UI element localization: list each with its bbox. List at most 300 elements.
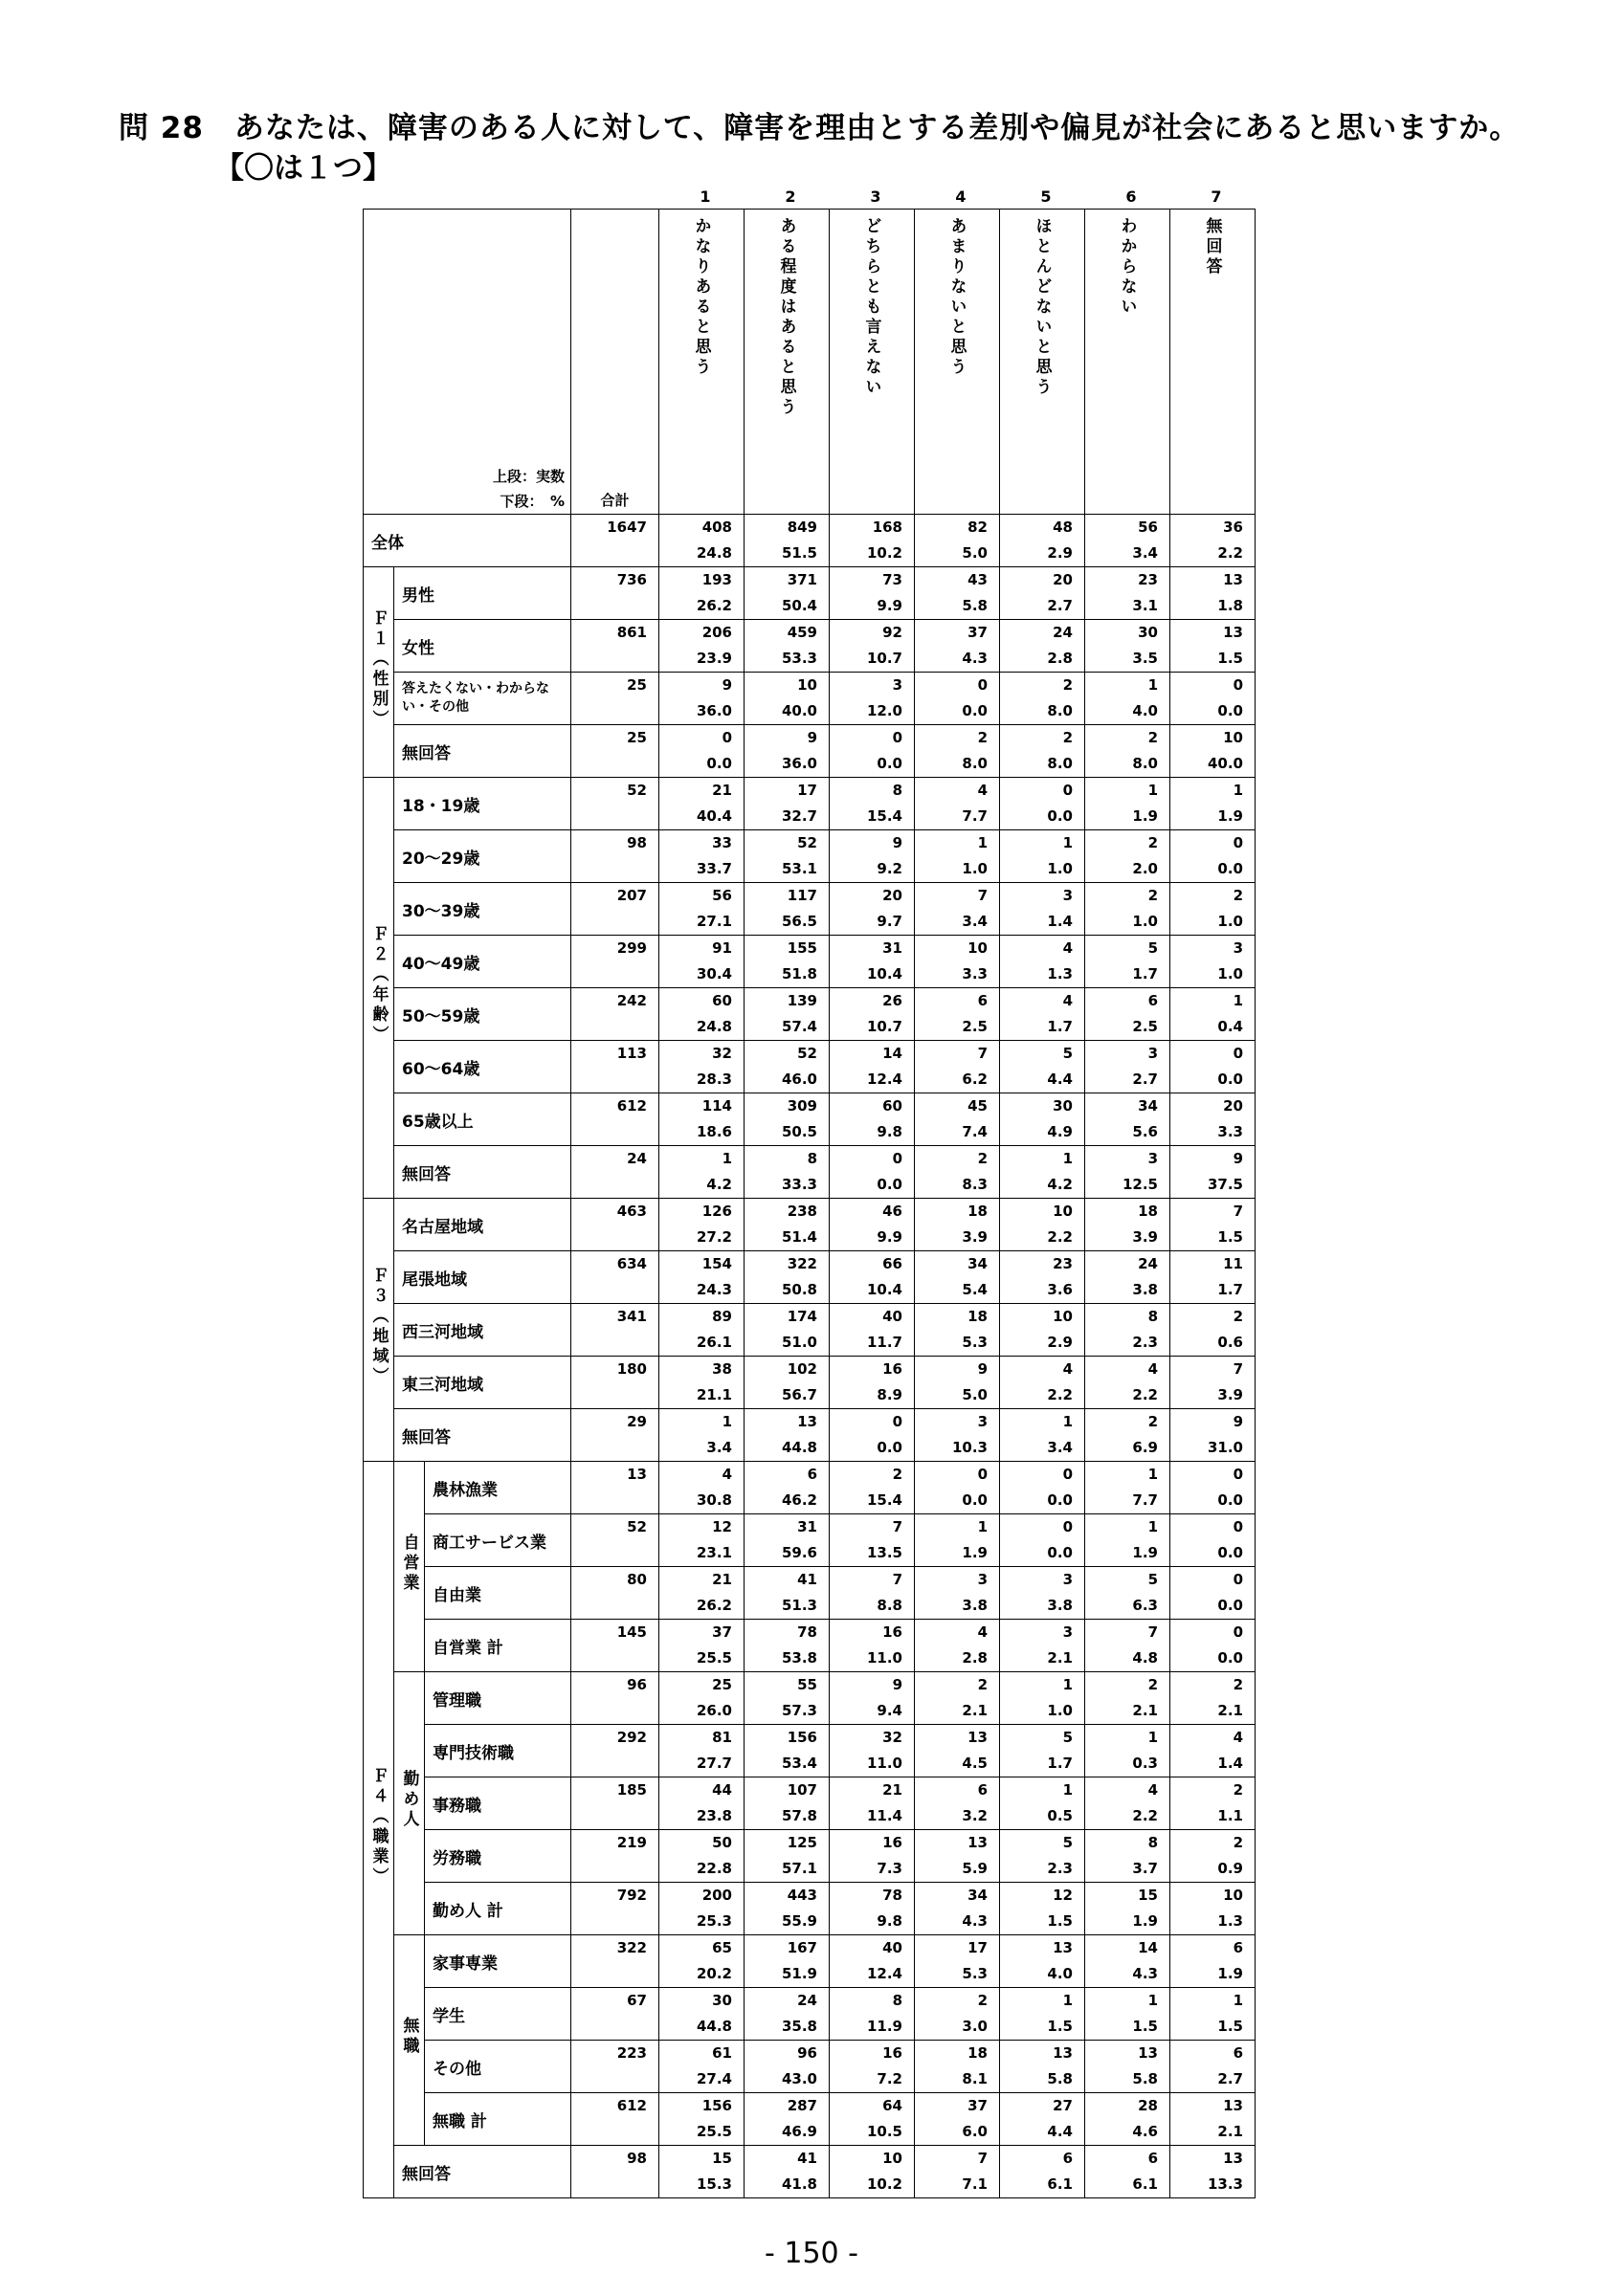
count-cell: 6 [1170, 1935, 1256, 1962]
percent-cell: 1.4 [1170, 1751, 1256, 1777]
table-row [364, 1199, 1256, 1225]
percent-cell: 6.2 [915, 1067, 1000, 1093]
header-row [364, 210, 1256, 515]
percent-cell: 0.0 [1000, 804, 1085, 830]
percent-cell: 2.3 [1085, 1330, 1170, 1357]
count-cell: 287 [745, 2093, 830, 2120]
percent-cell: 3.0 [915, 2014, 1000, 2041]
percent-cell: 7.2 [830, 2066, 915, 2093]
column-header: あまりないと思う [915, 210, 1000, 515]
count-cell: 60 [830, 1093, 915, 1120]
count-cell: 7 [1170, 1357, 1256, 1383]
count-cell: 3 [1170, 936, 1256, 962]
percent-cell: 1.5 [1170, 2014, 1256, 2041]
column-number: 5 [1040, 188, 1052, 206]
count-cell: 1 [1085, 778, 1170, 805]
count-cell: 25 [659, 1672, 745, 1699]
percent-cell: 25.3 [659, 1909, 745, 1935]
total-pct-blank [571, 541, 659, 567]
percent-cell: 55.9 [745, 1909, 830, 1935]
percent-cell: 2.1 [1170, 2119, 1256, 2146]
total-pct-blank [571, 1909, 659, 1935]
count-cell: 73 [830, 567, 915, 594]
table-row [364, 1830, 1256, 1857]
count-cell: 7 [915, 2146, 1000, 2173]
percent-cell: 2.1 [1085, 1698, 1170, 1725]
percent-cell: 8.3 [915, 1172, 1000, 1199]
count-cell: 2 [1085, 830, 1170, 857]
count-cell: 41 [745, 2146, 830, 2173]
total-pct-blank [571, 1645, 659, 1672]
percent-cell: 1.5 [1085, 2014, 1170, 2041]
total-count-cell: 25 [571, 725, 659, 752]
table-row [364, 2093, 1256, 2120]
percent-cell: 0.0 [1170, 1067, 1256, 1093]
count-cell: 91 [659, 936, 745, 962]
count-cell: 10 [745, 673, 830, 699]
percent-cell: 1.9 [1170, 804, 1256, 830]
count-cell: 66 [830, 1251, 915, 1278]
count-cell: 156 [659, 2093, 745, 2120]
percent-cell: 0.0 [830, 1435, 915, 1462]
percent-cell: 15.4 [830, 804, 915, 830]
percent-cell: 1.7 [1085, 961, 1170, 988]
percent-cell: 3.4 [1000, 1435, 1085, 1462]
count-cell: 34 [915, 1883, 1000, 1910]
count-cell: 34 [1085, 1093, 1170, 1120]
table-row [364, 673, 1256, 699]
count-cell: 3 [915, 1567, 1000, 1594]
percent-cell: 1.5 [1000, 1909, 1085, 1935]
total-pct-blank [571, 1014, 659, 1041]
percent-cell: 10.2 [830, 2172, 915, 2198]
table-row [364, 1620, 1256, 1646]
percent-cell: 1.7 [1170, 1277, 1256, 1304]
column-header: わからない [1085, 210, 1170, 515]
percent-cell: 4.4 [1000, 2119, 1085, 2146]
count-cell: 8 [1085, 1304, 1170, 1331]
percent-cell: 4.5 [915, 1751, 1000, 1777]
count-cell: 1 [1000, 1777, 1085, 1804]
percent-cell: 57.4 [745, 1014, 830, 1041]
total-pct-blank [571, 1435, 659, 1462]
percent-cell: 11.9 [830, 2014, 915, 2041]
count-cell: 17 [745, 778, 830, 805]
percent-cell: 36.0 [745, 751, 830, 778]
percent-cell: 10.3 [915, 1435, 1000, 1462]
count-cell: 6 [1085, 988, 1170, 1015]
count-cell: 168 [830, 515, 915, 541]
percent-cell: 4.3 [915, 646, 1000, 673]
total-count-cell: 67 [571, 1988, 659, 2015]
row-label: 商工サービス業 [425, 1514, 571, 1567]
total-pct-blank [571, 856, 659, 883]
percent-cell: 0.0 [1170, 1593, 1256, 1620]
total-pct-blank [571, 1803, 659, 1830]
count-cell: 2 [830, 1462, 915, 1489]
percent-cell: 0.9 [1170, 1856, 1256, 1883]
count-cell: 139 [745, 988, 830, 1015]
row-label: 18・19歳 [394, 778, 571, 830]
unit-top-label: 上段：実数 [492, 468, 565, 485]
count-cell: 48 [1000, 515, 1085, 541]
total-count-cell: 322 [571, 1935, 659, 1962]
percent-cell: 0.0 [915, 1488, 1000, 1514]
row-label: 家事専業 [425, 1935, 571, 1988]
percent-cell: 46.2 [745, 1488, 830, 1514]
count-cell: 10 [915, 936, 1000, 962]
count-cell: 16 [830, 1357, 915, 1383]
count-cell: 24 [1085, 1251, 1170, 1278]
count-cell: 9 [830, 1672, 915, 1699]
total-pct-blank [571, 1172, 659, 1199]
percent-cell: 1.4 [1000, 909, 1085, 936]
count-cell: 0 [915, 673, 1000, 699]
total-count-cell: 98 [571, 830, 659, 857]
count-cell: 0 [1170, 830, 1256, 857]
group-label-f3: Ｆ３（地域） [364, 1199, 394, 1462]
percent-cell: 51.3 [745, 1593, 830, 1620]
total-count-cell: 180 [571, 1357, 659, 1383]
percent-cell: 3.4 [915, 909, 1000, 936]
count-cell: 65 [659, 1935, 745, 1962]
percent-cell: 20.2 [659, 1961, 745, 1988]
count-cell: 5 [1000, 1041, 1085, 1068]
total-pct-blank [571, 1225, 659, 1251]
count-cell: 4 [1170, 1725, 1256, 1752]
percent-cell: 8.0 [1000, 698, 1085, 725]
column-number: 3 [870, 188, 881, 206]
count-cell: 17 [915, 1935, 1000, 1962]
table-row [364, 1988, 1256, 2015]
row-label: 20～29歳 [394, 830, 571, 883]
total-count-cell: 223 [571, 2041, 659, 2067]
total-pct-blank [571, 646, 659, 673]
count-cell: 37 [915, 620, 1000, 647]
count-cell: 14 [1085, 1935, 1170, 1962]
percent-cell: 3.8 [915, 1593, 1000, 1620]
table-row [364, 883, 1256, 910]
percent-cell: 11.7 [830, 1330, 915, 1357]
count-cell: 38 [659, 1357, 745, 1383]
count-cell: 46 [830, 1199, 915, 1225]
count-cell: 154 [659, 1251, 745, 1278]
count-cell: 9 [659, 673, 745, 699]
table-row [364, 1093, 1256, 1120]
percent-cell: 5.3 [915, 1961, 1000, 1988]
percent-cell: 7.7 [915, 804, 1000, 830]
count-cell: 2 [1085, 883, 1170, 910]
total-count-cell: 25 [571, 673, 659, 699]
percent-cell: 4.6 [1085, 2119, 1170, 2146]
percent-cell: 46.0 [745, 1067, 830, 1093]
count-cell: 5 [1000, 1830, 1085, 1857]
count-cell: 0 [1170, 1041, 1256, 1068]
table-row [364, 1251, 1256, 1278]
percent-cell: 0.6 [1170, 1330, 1256, 1357]
count-cell: 23 [1085, 567, 1170, 594]
count-cell: 0 [830, 1146, 915, 1173]
count-cell: 8 [830, 778, 915, 805]
table-row [364, 2146, 1256, 2173]
percent-cell: 1.7 [1000, 1014, 1085, 1041]
percent-cell: 53.1 [745, 856, 830, 883]
count-cell: 18 [915, 2041, 1000, 2067]
row-label: 西三河地域 [394, 1304, 571, 1357]
count-cell: 40 [830, 1935, 915, 1962]
percent-cell: 51.9 [745, 1961, 830, 1988]
percent-cell: 57.3 [745, 1698, 830, 1725]
percent-cell: 2.9 [1000, 1330, 1085, 1357]
count-cell: 16 [830, 1620, 915, 1646]
percent-cell: 9.9 [830, 593, 915, 620]
total-count-cell: 612 [571, 2093, 659, 2120]
table-row [364, 1409, 1256, 1436]
group-label-f1: Ｆ１（性別） [364, 567, 394, 778]
percent-cell: 0.5 [1000, 1803, 1085, 1830]
percent-cell: 15.4 [830, 1488, 915, 1514]
percent-cell: 7.4 [915, 1119, 1000, 1146]
total-count-cell: 292 [571, 1725, 659, 1752]
column-number: 2 [785, 188, 796, 206]
count-cell: 33 [659, 830, 745, 857]
count-cell: 96 [745, 2041, 830, 2067]
total-pct-blank [571, 961, 659, 988]
count-cell: 13 [1170, 567, 1256, 594]
percent-cell: 1.7 [1000, 1751, 1085, 1777]
row-label: 無職 計 [425, 2093, 571, 2146]
percent-cell: 8.9 [830, 1382, 915, 1409]
count-cell: 3 [1000, 1620, 1085, 1646]
percent-cell: 50.4 [745, 593, 830, 620]
count-cell: 82 [915, 515, 1000, 541]
count-cell: 13 [1170, 2146, 1256, 2173]
count-cell: 3 [915, 1409, 1000, 1436]
percent-cell: 8.8 [830, 1593, 915, 1620]
total-count-cell: 1647 [571, 515, 659, 541]
column-number: 6 [1125, 188, 1137, 206]
count-cell: 1 [1170, 1988, 1256, 2015]
count-cell: 12 [659, 1514, 745, 1541]
count-cell: 322 [745, 1251, 830, 1278]
total-pct-blank [571, 698, 659, 725]
percent-cell: 27.4 [659, 2066, 745, 2093]
percent-cell: 31.0 [1170, 1435, 1256, 1462]
percent-cell: 2.7 [1085, 1067, 1170, 1093]
count-cell: 24 [1000, 620, 1085, 647]
count-cell: 44 [659, 1777, 745, 1804]
count-cell: 3 [1085, 1146, 1170, 1173]
count-cell: 2 [915, 1672, 1000, 1699]
count-cell: 117 [745, 883, 830, 910]
percent-cell: 35.8 [745, 2014, 830, 2041]
row-label: 管理職 [425, 1672, 571, 1725]
percent-cell: 30.4 [659, 961, 745, 988]
count-cell: 37 [915, 2093, 1000, 2120]
count-cell: 1 [1000, 1146, 1085, 1173]
count-cell: 6 [1170, 2041, 1256, 2067]
count-cell: 238 [745, 1199, 830, 1225]
count-cell: 459 [745, 620, 830, 647]
percent-cell: 13.3 [1170, 2172, 1256, 2198]
count-cell: 1 [1000, 1672, 1085, 1699]
percent-cell: 10.5 [830, 2119, 915, 2146]
percent-cell: 4.0 [1000, 1961, 1085, 1988]
total-count-cell: 80 [571, 1567, 659, 1594]
count-cell: 60 [659, 988, 745, 1015]
count-cell: 1 [1085, 673, 1170, 699]
total-count-cell: 98 [571, 2146, 659, 2173]
percent-cell: 30.8 [659, 1488, 745, 1514]
count-cell: 9 [745, 725, 830, 752]
count-cell: 78 [745, 1620, 830, 1646]
row-label: 全体 [364, 515, 571, 567]
row-label: 40～49歳 [394, 936, 571, 988]
percent-cell: 53.8 [745, 1645, 830, 1672]
total-pct-blank [571, 1119, 659, 1146]
table-row [364, 567, 1256, 594]
count-cell: 21 [659, 1567, 745, 1594]
percent-cell: 8.1 [915, 2066, 1000, 2093]
count-cell: 78 [830, 1883, 915, 1910]
percent-cell: 53.3 [745, 646, 830, 673]
percent-cell: 6.1 [1085, 2172, 1170, 2198]
count-cell: 0 [1000, 1514, 1085, 1541]
count-cell: 13 [915, 1725, 1000, 1752]
percent-cell: 7.1 [915, 2172, 1000, 2198]
count-cell: 8 [1085, 1830, 1170, 1857]
percent-cell: 1.3 [1000, 961, 1085, 988]
column-number: 1 [700, 188, 711, 206]
count-cell: 4 [659, 1462, 745, 1489]
count-cell: 0 [1170, 673, 1256, 699]
percent-cell: 10.4 [830, 1277, 915, 1304]
count-cell: 0 [1170, 1567, 1256, 1594]
percent-cell: 3.3 [915, 961, 1000, 988]
count-cell: 0 [915, 1462, 1000, 1489]
total-header: 合計 [571, 210, 659, 515]
count-cell: 1 [659, 1146, 745, 1173]
percent-cell: 1.5 [1170, 646, 1256, 673]
count-cell: 1 [1170, 988, 1256, 1015]
table-row [364, 1883, 1256, 1910]
count-cell: 81 [659, 1725, 745, 1752]
count-cell: 2 [1170, 1672, 1256, 1699]
total-count-cell: 185 [571, 1777, 659, 1804]
percent-cell: 8.0 [915, 751, 1000, 778]
table-row [364, 1041, 1256, 1068]
count-cell: 1 [915, 830, 1000, 857]
table-row [364, 1357, 1256, 1383]
table-row [364, 1146, 1256, 1173]
table-row [364, 515, 1256, 541]
count-cell: 443 [745, 1883, 830, 1910]
count-cell: 6 [1085, 2146, 1170, 2173]
percent-cell: 2.1 [1000, 1645, 1085, 1672]
group-label-f2: Ｆ２（年齢） [364, 778, 394, 1199]
count-cell: 32 [830, 1725, 915, 1752]
count-cell: 206 [659, 620, 745, 647]
row-label: 学生 [425, 1988, 571, 2041]
count-cell: 36 [1170, 515, 1256, 541]
percent-cell: 5.8 [1085, 2066, 1170, 2093]
count-cell: 1 [1170, 778, 1256, 805]
percent-cell: 28.3 [659, 1067, 745, 1093]
row-label: 専門技術職 [425, 1725, 571, 1777]
subgroup-label-self_employed: 自営業 [394, 1462, 425, 1672]
percent-cell: 5.0 [915, 1382, 1000, 1409]
count-cell: 14 [830, 1041, 915, 1068]
table-row [364, 778, 1256, 805]
percent-cell: 24.8 [659, 1014, 745, 1041]
percent-cell: 2.1 [915, 1698, 1000, 1725]
total-count-cell: 207 [571, 883, 659, 910]
question-title: 問 28 あなたは、障害のある人に対して、障害を理由とする差別や偏見が社会にあると思いますか。 [119, 111, 1521, 145]
row-label: 尾張地域 [394, 1251, 571, 1304]
count-cell: 1 [659, 1409, 745, 1436]
percent-cell: 36.0 [659, 698, 745, 725]
count-cell: 10 [830, 2146, 915, 2173]
percent-cell: 2.0 [1085, 856, 1170, 883]
percent-cell: 24.3 [659, 1277, 745, 1304]
total-pct-blank [571, 1961, 659, 1988]
percent-cell: 9.8 [830, 1909, 915, 1935]
count-cell: 6 [915, 1777, 1000, 1804]
percent-cell: 27.2 [659, 1225, 745, 1251]
count-cell: 13 [915, 1830, 1000, 1857]
percent-cell: 26.0 [659, 1698, 745, 1725]
percent-cell: 25.5 [659, 1645, 745, 1672]
row-label: 自営業 計 [425, 1620, 571, 1672]
count-cell: 20 [1170, 1093, 1256, 1120]
percent-cell: 5.6 [1085, 1119, 1170, 1146]
total-pct-blank [571, 1277, 659, 1304]
percent-cell: 0.0 [1170, 698, 1256, 725]
percent-cell: 9.7 [830, 909, 915, 936]
percent-cell: 3.9 [915, 1225, 1000, 1251]
table-row [364, 1725, 1256, 1752]
count-cell: 4 [915, 778, 1000, 805]
total-pct-blank [571, 1382, 659, 1409]
count-cell: 2 [1000, 673, 1085, 699]
count-cell: 37 [659, 1620, 745, 1646]
count-cell: 30 [1085, 620, 1170, 647]
percent-cell: 5.8 [1000, 2066, 1085, 2093]
count-cell: 0 [1170, 1462, 1256, 1489]
count-cell: 20 [830, 883, 915, 910]
percent-cell: 11.4 [830, 1803, 915, 1830]
count-cell: 55 [745, 1672, 830, 1699]
count-cell: 24 [745, 1988, 830, 2015]
percent-cell: 59.6 [745, 1540, 830, 1567]
count-cell: 5 [1085, 1567, 1170, 1594]
row-label: 男性 [394, 567, 571, 620]
count-cell: 309 [745, 1093, 830, 1120]
unit-bottom-label: 下段： % [500, 493, 565, 510]
percent-cell: 18.6 [659, 1119, 745, 1146]
count-cell: 9 [1170, 1409, 1256, 1436]
count-cell: 408 [659, 515, 745, 541]
column-number: 7 [1211, 188, 1222, 206]
total-count-cell: 299 [571, 936, 659, 962]
percent-cell: 50.8 [745, 1277, 830, 1304]
count-cell: 4 [1085, 1357, 1170, 1383]
count-cell: 0 [1000, 1462, 1085, 1489]
row-label: 農林漁業 [425, 1462, 571, 1514]
count-cell: 32 [659, 1041, 745, 1068]
count-cell: 2 [915, 1988, 1000, 2015]
percent-cell: 26.1 [659, 1330, 745, 1357]
